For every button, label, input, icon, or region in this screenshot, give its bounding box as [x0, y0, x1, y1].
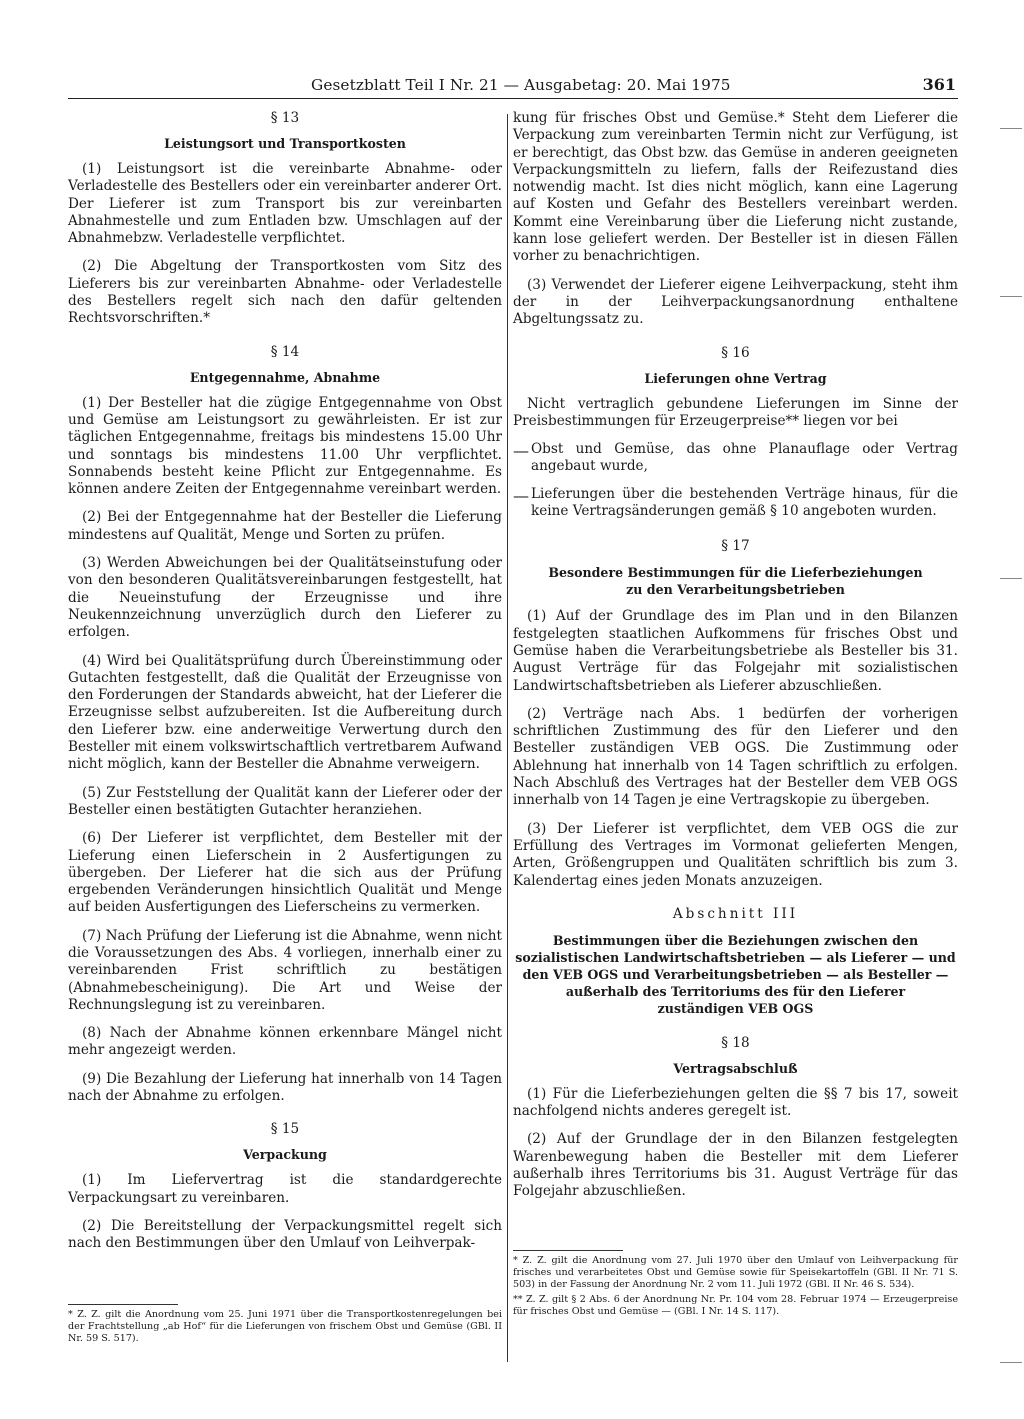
- section-13-paragraph-1: (1) Leistungsort ist die vereinbarte Abnahme- oder Verladestelle des Bestellers oder ein vereinbarter anderer Ort. Der Lieferer ist zum Transport bis zur vereinbarten Abnahmestelle und zum Entladen bzw. Umschlagen auf der Abnahmebzw. Verladestelle verpflichtet.: [68, 161, 502, 247]
- section-17-title-line-2: zu den Verarbeitungsbetrieben: [626, 582, 845, 598]
- right-footnotes: [513, 1250, 958, 1321]
- left-column: [68, 110, 502, 1379]
- section-17-number: § 17: [721, 538, 750, 555]
- dash-marker: —: [513, 441, 529, 461]
- section-14-paragraph-5: (5) Zur Feststellung der Qualität kann der Lieferer oder der Besteller einen bestätigten Gutachter heranziehen.: [68, 784, 502, 818]
- section-14-paragraph-7: (7) Nach Prüfung der Lieferung ist die Abnahme, wenn nicht die Voraussetzungen des Abs. 4 vorliegen, innerhalb einer zu vereinbarenden Frist schriftlich zu bestätigen (Abnahmebescheinigung). Die Art und Weise der Rechnungslegung ist zu vereinbaren.: [68, 927, 502, 1013]
- section-15-paragraph-3: (3) Verwendet der Lieferer eigene Leihverpackung, steht ihm der in der Leihverpackungsanordnung enthaltene Abgeltungssatz zu.: [513, 276, 958, 328]
- section-16-intro: Nicht vertraglich gebundene Lieferungen im Sinne der Preisbestimmungen für Erzeugerpreise** liegen vor bei: [513, 395, 958, 429]
- section-13-paragraph-2: (2) Die Abgeltung der Transportkosten vom Sitz des Lieferers bis zur vereinbarten Abnahme- oder Verladestelle des Bestellers regelt sich nach den dafür geltenden Rechtsvorschriften.*: [68, 258, 502, 327]
- abschnitt-title: [513, 932, 958, 1017]
- section-16-item-2: Lieferungen über die bestehenden Verträge hinaus, für die keine Vertragsänderungen gemäß § 10 angeboten wurden.: [531, 485, 958, 520]
- section-18-paragraph-1: (1) Für die Lieferbeziehungen gelten die §§ 7 bis 17, soweit nachfolgend nichts anderes geregelt ist.: [513, 1085, 958, 1120]
- section-14-paragraph-4: (4) Wird bei Qualitätsprüfung durch Übereinstimmung oder Gutachten festgestellt, daß die Qualität der Erzeugnisse von den Forderungen der Standards abweicht, hat der Lieferer die Erzeugnisse selbst aufzubereiten. Ist die Aufbereitung durch den Lieferer bzw. eine anderweitige Verwertung durch den Besteller mit einem volkswirtschaftlich vertretbarem Aufwand nicht möglich, kann der Besteller die Abnahme verweigern.: [68, 652, 502, 773]
- column-divider: [507, 114, 508, 1362]
- page-number: 361: [922, 75, 956, 94]
- abschnitt-title-line-5: zuständigen VEB OGS: [657, 1000, 814, 1016]
- section-17-title-line-1: Besondere Bestimmungen für die Lieferbeziehungen: [548, 565, 923, 581]
- section-14-title: Entgegennahme, Abnahme: [189, 369, 381, 385]
- right-column: [513, 110, 958, 1379]
- footnote-rule: [513, 1250, 623, 1251]
- abschnitt-title-line-1: Bestimmungen über die Beziehungen zwischen den: [552, 932, 919, 948]
- section-17-paragraph-2: (2) Verträge nach Abs. 1 bedürfen der vorherigen schriftlichen Zustimmung des für den Lieferer und den Besteller zuständigen VEB OGS. Die Zustimmung oder Ablehnung hat innerhalb von 14 Tagen schriftlich zu erfolgen. Nach Abschluß des Vertrages hat der Besteller dem VEB OGS innerhalb von 14 Tagen je eine Vertragskopie zu übergeben.: [513, 705, 958, 809]
- section-16-number: § 16: [721, 344, 750, 361]
- section-13-number: § 13: [270, 110, 300, 126]
- section-18-paragraph-2: (2) Auf der Grundlage der in den Bilanzen festgelegten Warenbewegung haben die Besteller mit dem Lieferer außerhalb ihres Territoriums bis 31. August Verträge für das Folgejahr abzuschließen.: [513, 1131, 958, 1200]
- section-18-number: § 18: [721, 1034, 750, 1051]
- section-14-paragraph-1: (1) Der Besteller hat die zügige Entgegennahme von Obst und Gemüse am Leistungsort zu gewährleisten. Er ist zur täglichen Entgegennahme, freitags bis mindestens 15.00 Uhr und sonntags bis mindestens 11.00 Uhr verpflichtet. Sonnabends besteht keine Pflicht zur Entgegennahme. Es können andere Zeiten der Entgegennahme vereinbart werden.: [68, 394, 502, 498]
- abschnitt-label: Abschnitt III: [672, 905, 799, 922]
- section-17-title: [513, 564, 958, 598]
- section-14-paragraph-3: (3) Werden Abweichungen bei der Qualitätseinstufung oder von den besonderen Qualitätsvereinbarungen festgestellt, hat die Neueinstufung der Erzeugnisse und ihre Neukennzeichnung unverzüglich durch den Lieferer zu erfolgen.: [68, 555, 502, 641]
- section-15-continuation: kung für frisches Obst und Gemüse.* Steht dem Lieferer die Verpackung zum vereinbarten Termin nicht zur Verfügung, ist er berechtigt, das Obst bzw. das Gemüse in anderen geeigneten Verpackungsmitteln zu liefern, falls der Reifezustand dies notwendig macht. Ist dies nicht möglich, kann eine Lagerung auf Kosten und Gefahr des Bestellers vereinbart werden. Kommt eine Vereinbarung über die Lieferung nicht zustande, kann lose geliefert werden. Der Besteller ist in diesen Fällen vorher zu benachrichtigen.: [513, 110, 958, 265]
- footnote-transport: * Z. Z. gilt die Anordnung vom 25. Juni 1971 über die Transportkostenregelungen bei der Frachtstellung „ab Hof“ für die Lieferungen von frischem Obst und Gemüse (GBl. II Nr. 59 S. 517).: [68, 1309, 502, 1344]
- abschnitt-title-line-3: den VEB OGS und Verarbeitungsbetrieben — als Besteller —: [522, 966, 949, 982]
- abschnitt-title-line-4: außerhalb des Territoriums des für den Lieferer: [565, 983, 906, 999]
- section-13-title: Leistungsort und Transportkosten: [164, 136, 406, 151]
- section-15-paragraph-1: (1) Im Liefervertrag ist die standardgerechte Verpackungsart zu vereinbaren.: [68, 1172, 502, 1206]
- section-16-item-1: Obst und Gemüse, das ohne Planauflage oder Vertrag angebaut wurde,: [531, 441, 958, 475]
- section-15-number: § 15: [270, 1121, 300, 1138]
- section-14-paragraph-6: (6) Der Lieferer ist verpflichtet, dem Besteller mit der Lieferung einen Lieferschein in 2 Ausfertigungen zu übergeben. Der Lieferer hat die sich aus der Prüfung ergebenden Veränderungen hinsichtlich Qualität und Menge auf beiden Ausfertigungen des Lieferscheins zu vermerken.: [68, 830, 502, 916]
- margin-mark: [1000, 128, 1022, 129]
- section-17-paragraph-1: (1) Auf der Grundlage des im Plan und in den Bilanzen festgelegten staatlichen Aufkommens für frisches Obst und Gemüse haben die Verarbeitungsbetriebe als Besteller bis 31. August Verträge für das Folgejahr mit sozialistischen Landwirtschaftsbetrieben als Lieferer abzuschließen.: [513, 608, 958, 694]
- section-15-title: Verpackung: [243, 1147, 327, 1163]
- page-header: [68, 74, 958, 99]
- dash-marker: —: [513, 485, 529, 505]
- header-title: Gesetzblatt Teil I Nr. 21 — Ausgabetag: 20. Mai 1975: [311, 76, 731, 94]
- section-14-paragraph-9: (9) Die Bezahlung der Lieferung hat innerhalb von 14 Tagen nach der Abnahme zu erfolgen.: [68, 1070, 502, 1105]
- list-item: [513, 441, 958, 476]
- footnote-rule: [68, 1304, 178, 1305]
- list-item: [513, 486, 958, 521]
- section-14-paragraph-8: (8) Nach der Abnahme können erkennbare Mängel nicht mehr angezeigt werden.: [68, 1025, 502, 1059]
- footnote-erzeugerpreise: ** Z. Z. gilt § 2 Abs. 6 der Anordnung Nr. Pr. 104 vom 28. Februar 1974 — Erzeugerpreise für frisches Obst und Gemüse — (GBl. I Nr. 14 S. 117).: [513, 1294, 958, 1317]
- margin-mark: [1000, 578, 1022, 579]
- section-17-paragraph-3: (3) Der Lieferer ist verpflichtet, dem VEB OGS die zur Erfüllung des Vertrages im Vormonat gelieferten Mengen, Arten, Größengruppen und Qualitäten schriftlich bis zum 3. Kalendertag eines jeden Monats anzuzeigen.: [513, 820, 958, 889]
- section-18-title: Vertragsabschluß: [673, 1060, 798, 1076]
- section-16-title: Lieferungen ohne Vertrag: [644, 370, 827, 386]
- margin-mark: [1000, 1362, 1022, 1363]
- left-footnotes: [68, 1304, 502, 1348]
- footnote-leihverpackung: * Z. Z. gilt die Anordnung vom 27. Juli 1970 über den Umlauf von Leihverpackung für frisches und verarbeitetes Obst und Gemüse sowie für Speisekartoffeln (GBl. II Nr. 71 S. 503) in der Fassung der Anordnung Nr. 2 vom 11. Juli 1972 (GBl. II Nr. 46 S. 534).: [513, 1255, 958, 1290]
- margin-mark: [1000, 296, 1022, 297]
- section-14-paragraph-2: (2) Bei der Entgegennahme hat der Besteller die Lieferung mindestens auf Qualität, Menge und Sorten zu prüfen.: [68, 509, 502, 543]
- section-15-paragraph-2: (2) Die Bereitstellung der Verpackungsmittel regelt sich nach den Bestimmungen über den Umlauf von Leihverpak-: [68, 1217, 502, 1252]
- abschnitt-title-line-2: sozialistischen Landwirtschaftsbetrieben — als Lieferer — und: [515, 949, 956, 965]
- section-14-number: § 14: [270, 343, 300, 360]
